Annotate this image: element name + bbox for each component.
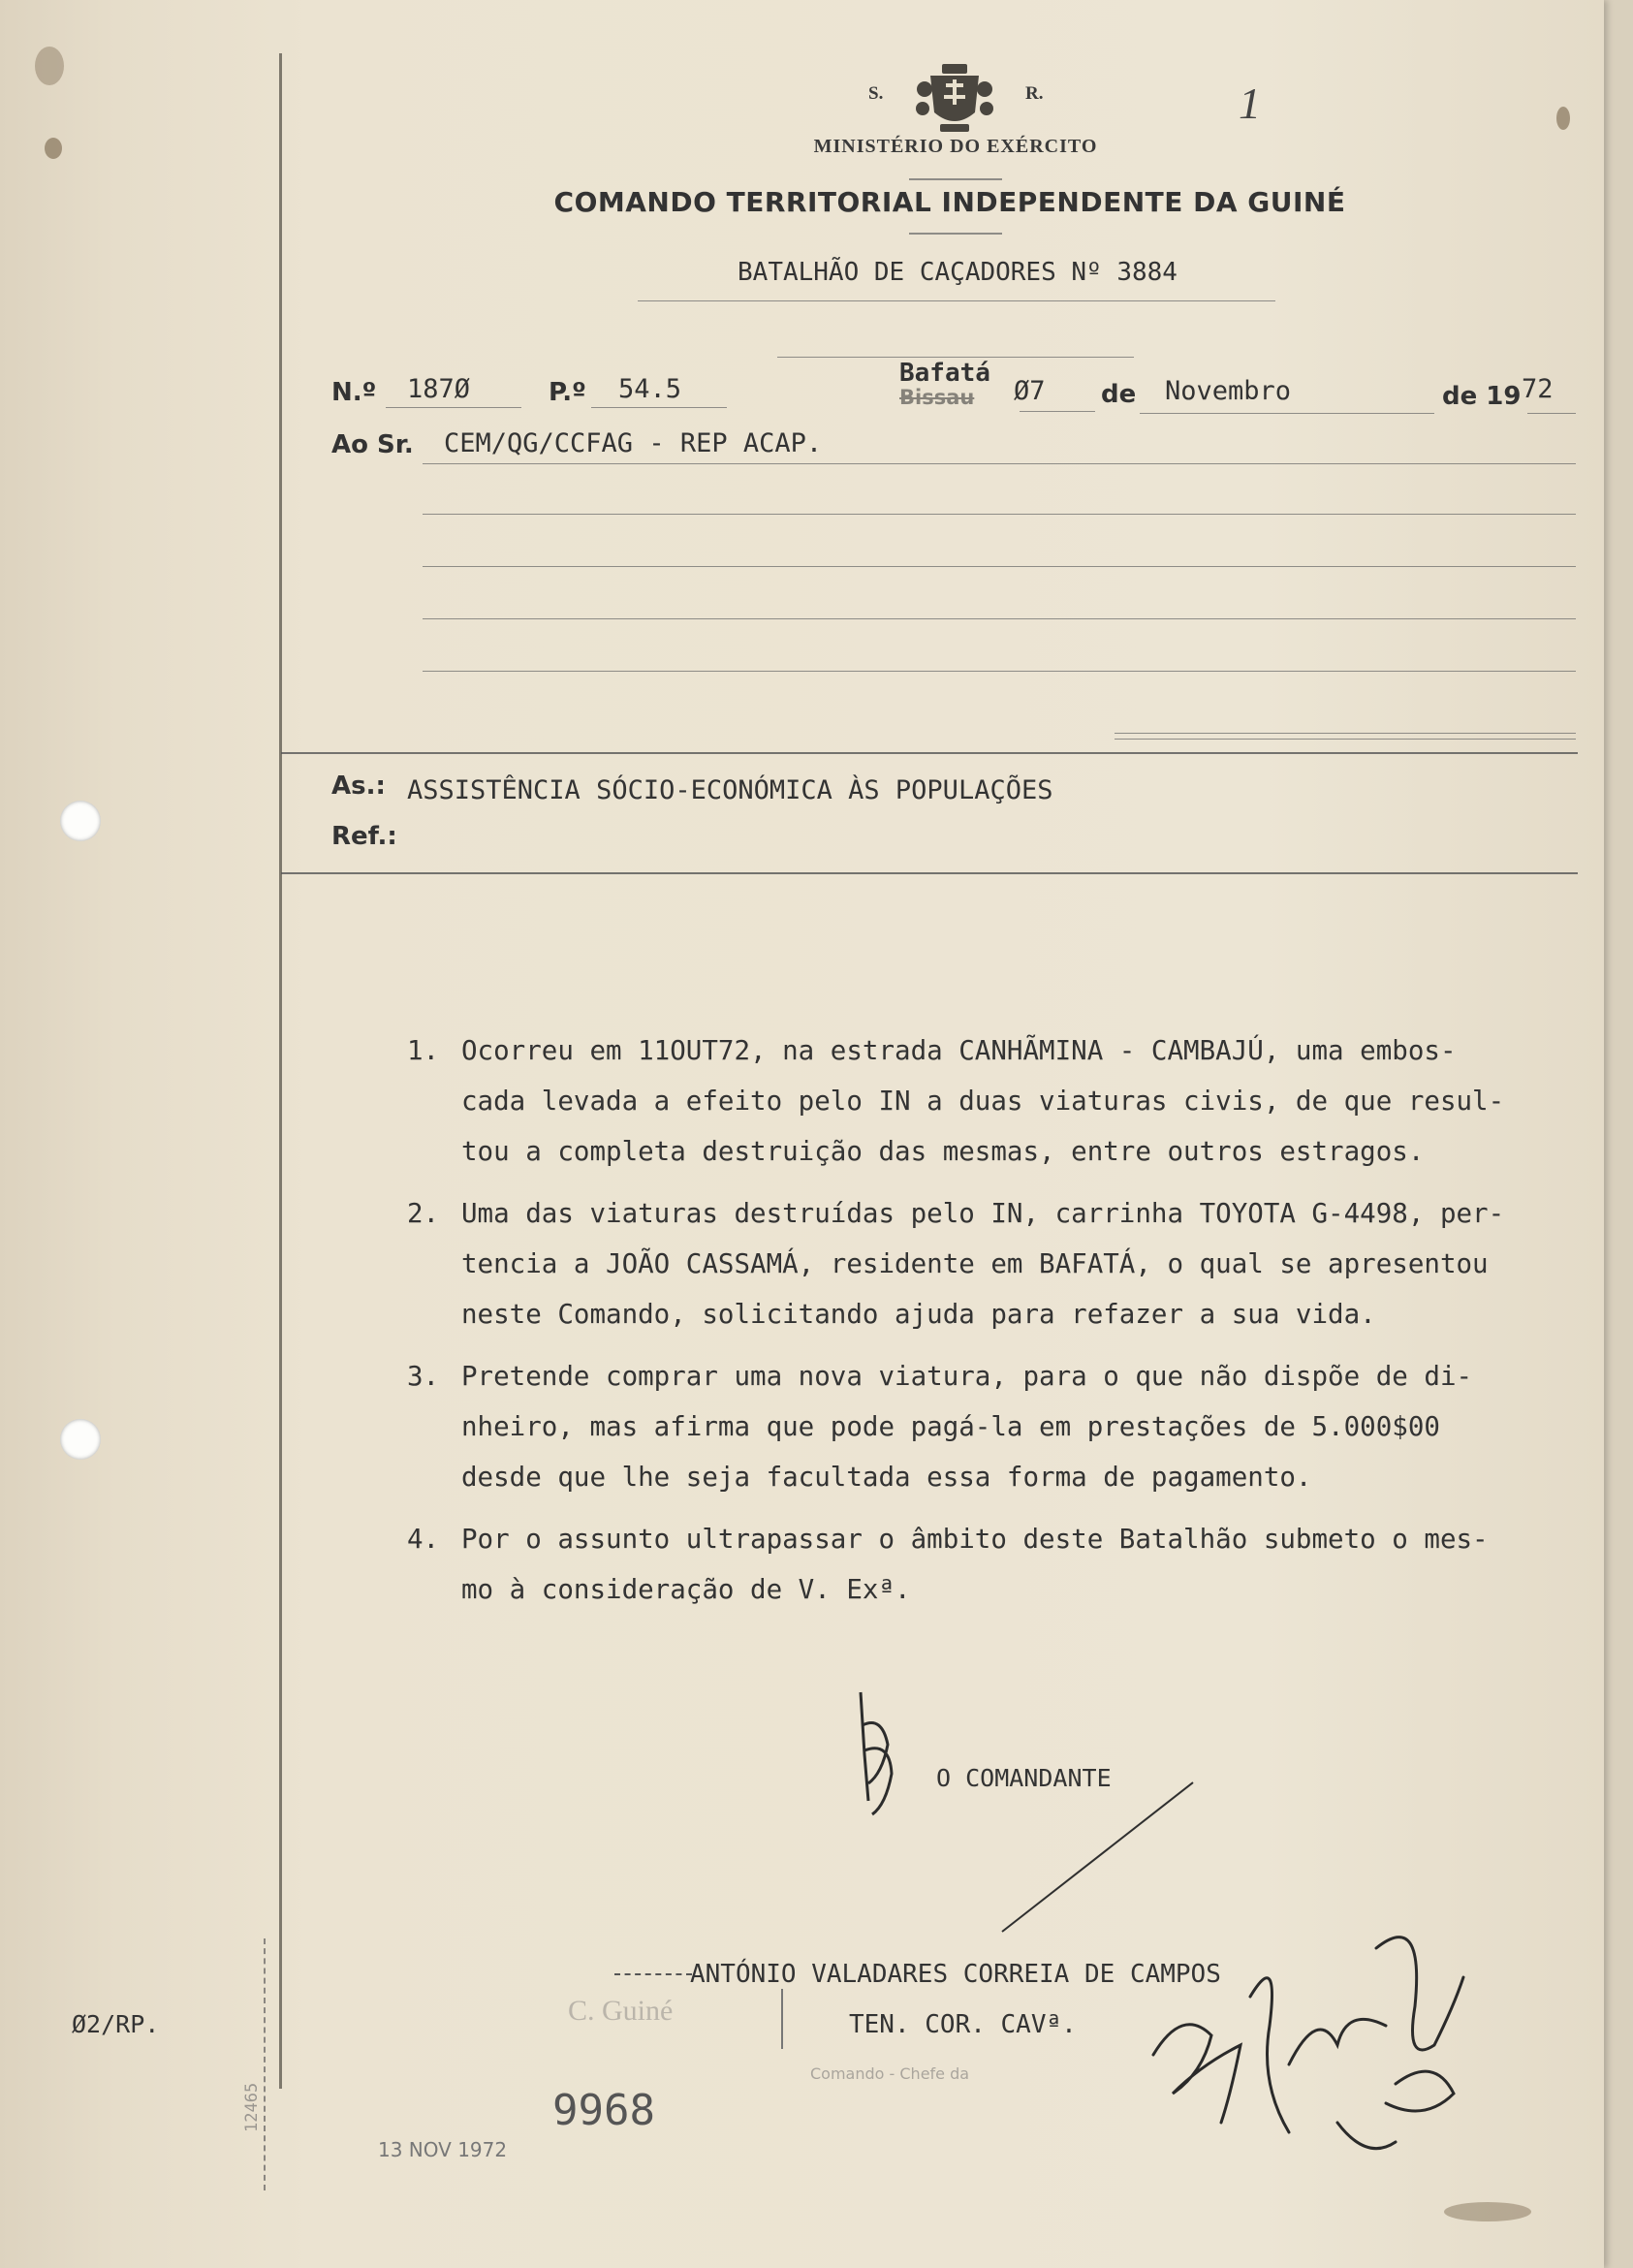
received-number: 9968 <box>552 2086 655 2135</box>
stamp-border <box>781 1989 783 2049</box>
coat-of-arms-icon <box>911 60 998 138</box>
paragraph-line: Pretende comprar uma nova viatura, para o que não dispõe de di- <box>461 1361 1473 1392</box>
process-value: 54.5 <box>618 374 682 404</box>
divider <box>909 178 1002 180</box>
paragraph-line: Por o assunto ultrapassar o âmbito deste Batalhão submeto o mes- <box>461 1524 1489 1555</box>
command-heading: COMANDO TERRITORIAL INDEPENDENTE DA GUINÉ <box>553 186 1346 218</box>
date-month: Novembro <box>1165 376 1292 406</box>
subject-label: As.: <box>331 772 386 801</box>
paragraph-line: nheiro, mas afirma que pode pagá-la em prestações de 5.000$00 <box>461 1411 1440 1442</box>
paragraph-1 <box>461 1025 1504 1177</box>
field-underline <box>591 407 727 408</box>
paragraph-number: 1. <box>407 1035 440 1066</box>
reference-label: Ref.: <box>331 822 397 851</box>
signatory-name: ANTÓNIO VALADARES CORREIA DE CAMPOS <box>690 1960 1221 1989</box>
number-label: N.º <box>331 378 377 407</box>
initials-signature-icon <box>843 1686 911 1822</box>
date-year-label: de 19 <box>1442 382 1522 411</box>
page-mark: 1 <box>1239 79 1261 128</box>
section-rule <box>281 752 1578 754</box>
paragraph-4 <box>461 1514 1489 1615</box>
paragraph-line: cada levada a efeito pelo IN a duas viaturas civis, de que resul- <box>461 1086 1505 1117</box>
paragraph-number: 4. <box>407 1524 440 1555</box>
paragraph-line: tou a completa destruição das mesmas, entre outros estragos. <box>461 1136 1425 1167</box>
paragraph-number: 2. <box>407 1198 440 1229</box>
paragraph-line: desde que lhe seja facultada essa forma de pagamento. <box>461 1462 1312 1493</box>
place-printed: Bissau <box>899 386 975 409</box>
paragraph-line: Ocorreu em 11OUT72, na estrada CANHÃMINA - CAMBAJÚ, uma embos- <box>461 1035 1457 1066</box>
ministry-heading: MINISTÉRIO DO EXÉRCITO <box>813 136 1098 157</box>
date-de-label: de <box>1101 380 1137 409</box>
margin-dash <box>264 1938 267 2190</box>
received-date-stamp: 13 NOV 1972 <box>378 2138 508 2161</box>
address-line <box>423 463 1576 464</box>
subject-value: ASSISTÊNCIA SÓCIO-ECONÓMICA ÀS POPULAÇÕES <box>407 775 1053 805</box>
stamp-text: C. Guiné <box>568 1995 674 2027</box>
file-code: Ø2/RP. <box>72 2010 160 2038</box>
signature-dash <box>614 1973 692 1977</box>
punch-hole-top <box>60 801 101 841</box>
field-underline <box>386 407 521 408</box>
paragraph-line: Uma das viaturas destruídas pelo IN, carrinha TOYOTA G-4498, per- <box>461 1198 1505 1229</box>
paragraph-line: neste Comando, solicitando ajuda para refazer a sua vida. <box>461 1299 1376 1330</box>
signature-title: O COMANDANTE <box>936 1764 1112 1792</box>
battalion-underline <box>638 300 1275 301</box>
vertical-code: 12465 <box>242 2082 262 2132</box>
handwritten-signature-icon <box>1144 1890 1492 2181</box>
header-right-initial: R. <box>1025 83 1044 104</box>
place-typed: Bafatá <box>899 359 990 388</box>
address-line <box>1115 739 1576 740</box>
margin-rule <box>279 53 282 2089</box>
number-value: 187Ø <box>407 374 471 404</box>
section-rule <box>281 872 1578 874</box>
stain-mark <box>45 138 62 159</box>
process-label: P.º <box>549 378 586 407</box>
paragraph-3 <box>461 1351 1472 1502</box>
paragraph-line: tencia a JOÃO CASSAMÁ, residente em BAFATÁ, o qual se apresentou <box>461 1248 1489 1279</box>
paragraph-number: 3. <box>407 1361 440 1392</box>
addressee-value: CEM/QG/CCFAG - REP ACAP. <box>444 428 823 458</box>
divider <box>909 233 1002 235</box>
address-line <box>423 566 1576 567</box>
field-underline <box>1527 413 1576 414</box>
battalion-heading: BATALHÃO DE CAÇADORES Nº 3884 <box>738 258 1178 287</box>
stain-mark <box>35 47 64 85</box>
stain-mark <box>1444 2202 1531 2221</box>
field-underline <box>1020 411 1095 412</box>
address-line <box>423 671 1576 672</box>
address-line <box>423 514 1576 515</box>
date-year: 72 <box>1522 374 1554 404</box>
address-line <box>423 618 1576 619</box>
paragraph-line: mo à consideração de V. Exª. <box>461 1574 911 1605</box>
field-underline <box>1140 413 1434 414</box>
header-left-initial: S. <box>868 83 884 104</box>
address-line <box>1115 733 1576 734</box>
divider <box>777 357 1134 358</box>
date-day: Ø7 <box>1014 376 1046 406</box>
stamp-text: Comando - Chefe da <box>810 2064 970 2083</box>
punch-hole-bottom <box>60 1419 101 1460</box>
signatory-rank: TEN. COR. CAVª. <box>849 2010 1077 2039</box>
paragraph-2 <box>461 1188 1504 1339</box>
stain-mark <box>1556 107 1570 130</box>
addressee-label: Ao Sr. <box>331 430 414 459</box>
